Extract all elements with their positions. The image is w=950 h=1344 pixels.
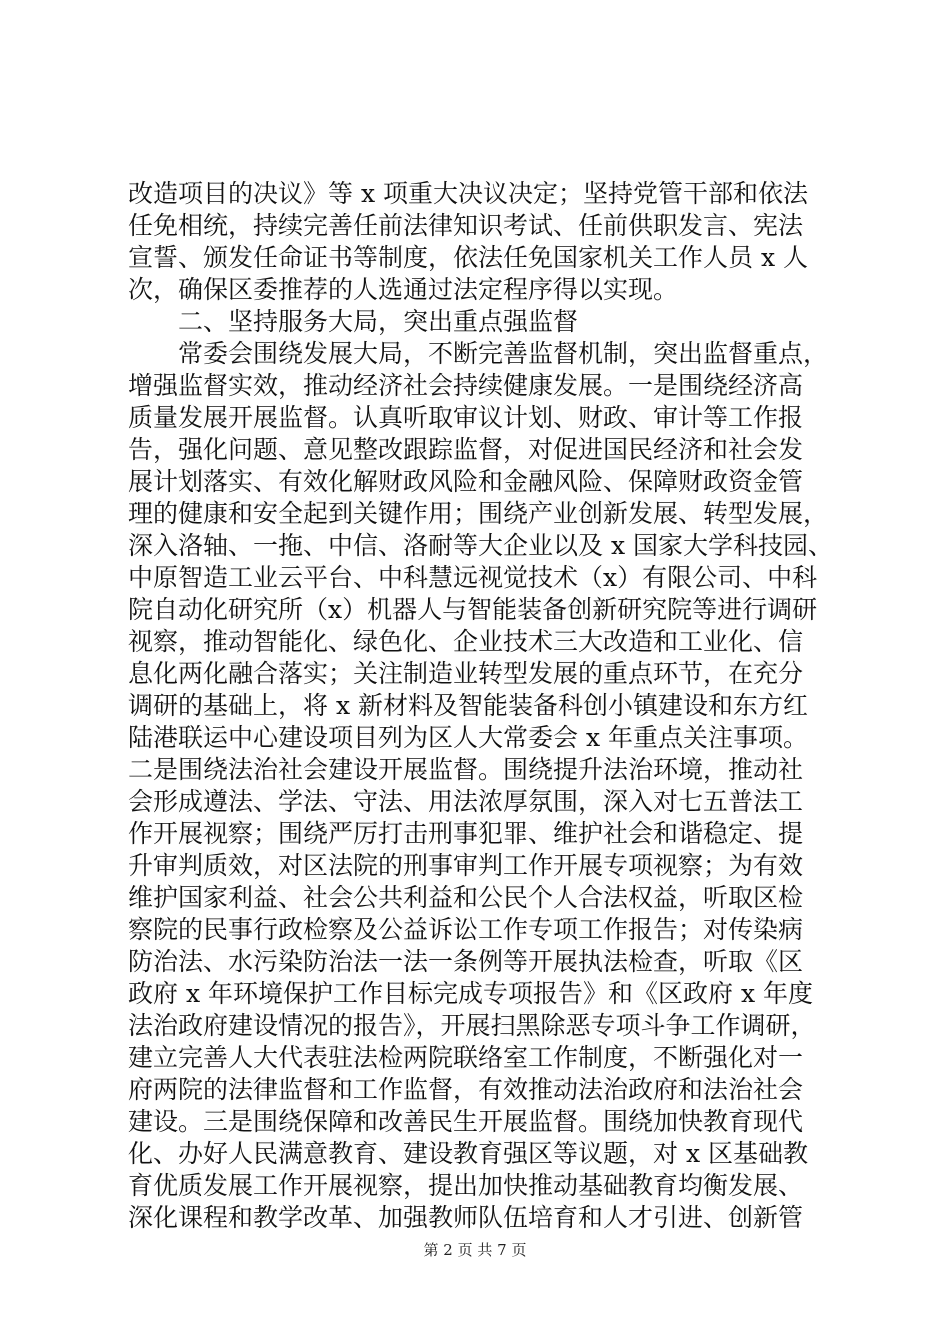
text-line-9: 告，强化问题、意见整改跟踪监督，对促进国民经济和社会发	[128, 435, 804, 464]
text-line-3: 宣誓、颁发任命证书等制度，依法任免国家机关工作人员 x 人	[128, 243, 808, 272]
text-line-27: 法治政府建设情况的报告》，开展扫黑除恶专项斗争工作调研，	[128, 1011, 816, 1040]
text-line-15: 视察，推动智能化、绿色化、企业技术三大改造和工业化、信	[128, 627, 804, 656]
text-line-18: 陆港联运中心建设项目列为区人大常委会 x 年重点关注事项。	[128, 723, 808, 752]
text-line-10: 展计划落实、有效化解财政风险和金融风险、保障财政资金管	[128, 467, 804, 496]
text-line-30: 建设。三是围绕保障和改善民生开展监督。围绕加快教育现代	[128, 1107, 804, 1136]
text-line-24: 察院的民事行政检察及公益诉讼工作专项工作报告；对传染病	[128, 915, 804, 944]
text-line-2: 任免相统，持续完善任前法律知识考试、任前供职发言、宪法	[128, 211, 804, 240]
text-line-19: 二是围绕法治社会建设开展监督。围绕提升法治环境，推动社	[128, 755, 804, 784]
text-line-23: 维护国家利益、社会公共利益和公民个人合法权益，听取区检	[128, 883, 804, 912]
text-line-33: 深化课程和教学改革、加强教师队伍培育和人才引进、创新管	[128, 1203, 804, 1232]
text-line-13: 中原智造工业云平台、中科慧远视觉技术（x）有限公司、中科	[128, 563, 818, 592]
text-line-7: 增强监督实效，推动经济社会持续健康发展。一是围绕经济高	[128, 371, 804, 400]
text-line-8: 质量发展开展监督。认真听取审议计划、财政、审计等工作报	[128, 403, 804, 432]
document-body	[128, 178, 848, 1234]
text-line-31: 化、办好人民满意教育、建设教育强区等议题，对 x 区基础教	[128, 1139, 808, 1168]
text-line-16: 息化两化融合落实；关注制造业转型发展的重点环节，在充分	[128, 659, 804, 688]
text-line-20: 会形成遵法、学法、守法、用法浓厚氛围，深入对七五普法工	[128, 787, 804, 816]
text-line-11: 理的健康和安全起到关键作用；围绕产业创新发展、转型发展，	[128, 499, 829, 528]
text-line-6: 常委会围绕发展大局，不断完善监督机制，突出监督重点，	[128, 339, 829, 368]
text-line-12: 深入洛轴、一拖、中信、洛耐等大企业以及 x 国家大学科技园、	[128, 531, 833, 560]
text-line-22: 升审判质效，对区法院的刑事审判工作开展专项视察；为有效	[128, 851, 804, 880]
text-line-14: 院自动化研究所（x）机器人与智能装备创新研究院等进行调研	[128, 595, 818, 624]
text-line-28: 建立完善人大代表驻法检两院联络室工作制度，不断强化对一	[128, 1043, 804, 1072]
text-line-21: 作开展视察；围绕严厉打击刑事犯罪、维护社会和谐稳定、提	[128, 819, 804, 848]
text-line-32: 育优质发展工作开展视察，提出加快推动基础教育均衡发展、	[128, 1171, 804, 1200]
text-line-4: 次，确保区委推荐的人选通过法定程序得以实现。	[128, 275, 679, 304]
page-number-footer: 第 2 页 共 7 页	[423, 1241, 527, 1259]
text-line-17: 调研的基础上，将 x 新材料及智能装备科创小镇建设和东方红	[128, 691, 808, 720]
text-line-1: 改造项目的决议》等 x 项重大决议决定；坚持党管干部和依法	[128, 179, 808, 208]
text-line-26: 政府 x 年环境保护工作目标完成专项报告》和《区政府 x 年度	[128, 979, 813, 1008]
text-line-29: 府两院的法律监督和工作监督，有效推动法治政府和法治社会	[128, 1075, 804, 1104]
text-line-25: 防治法、水污染防治法一法一条例等开展执法检查，听取《区	[128, 947, 804, 976]
section-heading: 二、坚持服务大局，突出重点强监督	[128, 307, 579, 336]
